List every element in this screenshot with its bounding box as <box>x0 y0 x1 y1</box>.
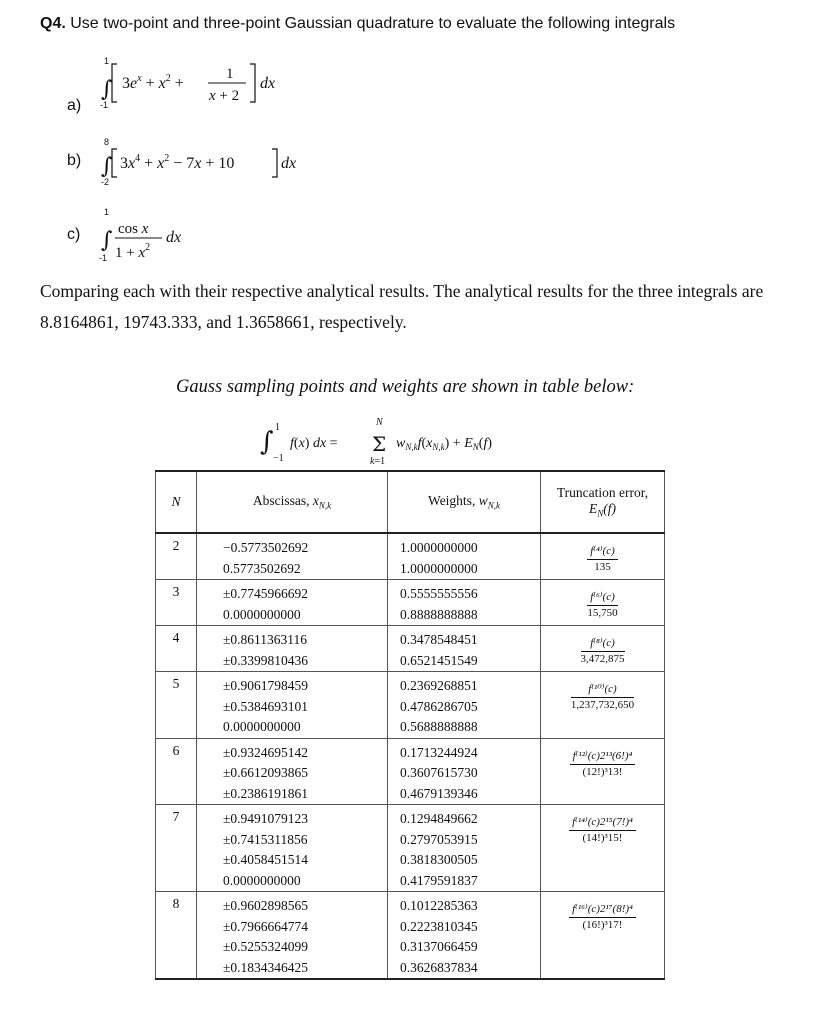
weight-value: 1.0000000000 <box>400 540 478 555</box>
error-numerator: f⁽¹²⁾(c)2¹³(6!)⁴ <box>570 749 636 765</box>
error-denominator: (14!)³15! <box>582 832 623 844</box>
abscissa-value: 0.5773502692 <box>223 560 301 576</box>
table-row <box>156 738 665 805</box>
svg-text:N: N <box>376 417 383 428</box>
question-label: Q4. <box>40 15 66 32</box>
gauss-table <box>155 470 665 980</box>
svg-text:∫: ∫ <box>101 228 113 253</box>
cell-n: 2 <box>156 533 197 580</box>
weight-value: 1.0000000000 <box>400 560 478 576</box>
cell-abscissas <box>197 626 388 672</box>
cell-abscissas <box>197 738 388 805</box>
header-weights: Weights, $w_{N,k}$ <box>388 471 541 533</box>
abscissa-value: ±0.3399810436 <box>223 652 309 668</box>
table-row <box>156 533 665 580</box>
error-denominator: 135 <box>594 561 611 573</box>
svg-text:dx: dx <box>281 155 297 172</box>
abscissa-value: ±0.7966664774 <box>223 918 309 934</box>
svg-text:∫: ∫ <box>101 154 113 179</box>
table-header-row <box>156 471 665 533</box>
error-fraction <box>570 749 636 780</box>
svg-text:x + 2: x + 2 <box>209 88 240 104</box>
weight-value: 0.2223810345 <box>400 918 478 934</box>
weight-value: 0.3607615730 <box>400 765 478 780</box>
abscissa-value: 0.0000000000 <box>223 606 301 622</box>
abscissa-value: ±0.1834346425 <box>223 959 309 975</box>
cell-error <box>541 672 665 739</box>
table-row <box>156 626 665 672</box>
weight-value: 0.8888888888 <box>400 606 478 622</box>
cell-error <box>541 533 665 580</box>
error-fraction <box>587 544 618 575</box>
abscissa-value: ±0.7415311856 <box>223 831 308 847</box>
abscissa-value: ±0.8611363116 <box>223 632 308 647</box>
cell-weights <box>388 533 541 580</box>
svg-text:1: 1 <box>226 66 234 82</box>
integral-b-label: b) <box>67 152 82 169</box>
error-numerator: f⁽¹⁶⁾(c)2¹⁷(8!)⁴ <box>569 902 636 918</box>
weight-value: 0.3818300505 <box>400 852 478 867</box>
svg-text:dx: dx <box>166 229 182 246</box>
cell-n: 5 <box>156 672 197 739</box>
cell-abscissas <box>197 892 388 980</box>
cell-weights <box>388 805 541 892</box>
gauss-formula-graphic <box>260 416 580 466</box>
integral-c-label: c) <box>67 226 81 243</box>
weight-value: 0.4679139346 <box>400 785 478 801</box>
integral-b-expression <box>98 137 328 189</box>
abscissa-value: ±0.5384693101 <box>223 698 309 714</box>
integral-c-lower: -1 <box>99 253 108 263</box>
comparison-paragraph: Comparing each with their respective analytical results. The analytical results for the three integrals are 8.8164861, 19743.333, and 1.3658661, respectively. <box>40 281 764 332</box>
svg-text:∫: ∫ <box>260 427 274 457</box>
error-numerator: f⁽¹⁰⁾(c) <box>571 682 634 698</box>
abscissa-value: ±0.7745966692 <box>223 586 309 601</box>
svg-text:dx: dx <box>260 75 276 92</box>
cell-weights <box>388 626 541 672</box>
svg-text:cos x: cos x <box>118 221 149 237</box>
integral-b <box>98 137 328 189</box>
integral-a <box>98 54 298 114</box>
table-row <box>156 580 665 626</box>
error-denominator: 15,750 <box>587 607 618 619</box>
weight-value: 0.1713244924 <box>400 744 478 760</box>
cell-weights <box>388 580 541 626</box>
abscissa-value: 0.0000000000 <box>223 719 301 734</box>
cell-error <box>541 805 665 892</box>
table-body <box>156 533 665 979</box>
integral-c <box>98 207 298 267</box>
weight-value: 0.5688888888 <box>400 719 478 734</box>
weight-value: 0.1012285363 <box>400 898 478 913</box>
cell-error <box>541 626 665 672</box>
weight-value: 0.4786286705 <box>400 698 478 714</box>
weight-value: 0.2797053915 <box>400 831 478 847</box>
question-heading <box>40 15 675 33</box>
error-denominator: (12!)³13! <box>582 765 623 778</box>
error-fraction <box>587 590 618 621</box>
error-numerator: f⁽⁴⁾(c) <box>587 544 618 560</box>
svg-text:wN,kf(xN,k) + EN(f): $w_{N,k}f(x_{N,k}) + E_N(f)$ <box>396 436 492 452</box>
integral-b-lower: -2 <box>101 177 110 187</box>
cell-weights <box>388 672 541 739</box>
weight-value: 0.2369268851 <box>400 678 478 693</box>
header-n: N <box>156 471 197 533</box>
abscissa-value: ±0.2386191861 <box>223 785 309 801</box>
error-numerator: f⁽¹⁴⁾(c)2¹⁵(7!)⁴ <box>569 815 636 831</box>
table-caption: Gauss sampling points and weights are shown in table below: <box>176 377 635 397</box>
weight-value: 0.3626837834 <box>400 959 478 975</box>
cell-abscissas <box>197 580 388 626</box>
error-numerator: f⁽⁶⁾(c) <box>587 590 618 606</box>
cell-error <box>541 580 665 626</box>
weight-value: 0.1294849662 <box>400 811 478 826</box>
error-fraction <box>569 815 636 846</box>
cell-n: 8 <box>156 892 197 980</box>
cell-error <box>541 738 665 805</box>
header-error: Truncation error, $E_N(f)$ <box>541 471 665 533</box>
integral-a-upper: 1 <box>104 56 110 66</box>
svg-text:3ex + x2 +: $3e^x + x^2$ + <box>122 73 184 92</box>
cell-abscissas <box>197 533 388 580</box>
integral-a-label: a) <box>67 97 82 114</box>
cell-weights <box>388 892 541 980</box>
cell-n: 6 <box>156 738 197 805</box>
abscissa-value: ±0.4058451514 <box>223 852 309 867</box>
question-text: Use two-point and three-point Gaussian quadrature to evaluate the following integrals <box>70 15 676 32</box>
abscissa-value: ±0.9324695142 <box>223 744 309 760</box>
cell-error <box>541 892 665 980</box>
error-fraction <box>581 636 625 667</box>
abscissa-value: ±0.9602898565 <box>223 898 309 913</box>
svg-text:f(x) dx =: f(x) dx = <box>290 436 338 451</box>
cell-n: 3 <box>156 580 197 626</box>
abscissa-value: ±0.5255324099 <box>223 939 309 954</box>
svg-text:∫: ∫ <box>101 77 113 102</box>
gauss-formula <box>260 416 580 471</box>
weight-value: 0.3478548451 <box>400 632 478 647</box>
abscissa-value: ±0.9491079123 <box>223 811 309 826</box>
integral-b-upper: 8 <box>104 137 110 147</box>
abscissa-value: −0.5773502692 <box>223 540 309 555</box>
svg-text:k=1: k=1 <box>370 456 386 466</box>
error-fraction <box>571 682 634 713</box>
weight-value: 0.6521451549 <box>400 652 478 668</box>
table-row <box>156 672 665 739</box>
error-denominator: (16!)³17! <box>582 919 623 931</box>
svg-text:Σ: Σ <box>372 432 387 456</box>
table-row <box>156 805 665 892</box>
integral-a-lower: -1 <box>100 100 109 110</box>
weight-value: 0.5555555556 <box>400 586 478 601</box>
weight-value: 0.4179591837 <box>400 872 478 888</box>
error-denominator: 3,472,875 <box>580 653 625 665</box>
error-denominator: 1,237,732,650 <box>570 699 635 711</box>
error-fraction <box>569 902 636 933</box>
abscissa-value: ±0.6612093865 <box>223 765 309 780</box>
svg-text:−1: −1 <box>273 453 284 464</box>
error-numerator: f⁽⁸⁾(c) <box>581 636 625 652</box>
cell-n: 7 <box>156 805 197 892</box>
abscissa-value: 0.0000000000 <box>223 872 301 888</box>
integral-a-expression <box>98 54 298 114</box>
weight-value: 0.3137066459 <box>400 939 478 954</box>
cell-abscissas <box>197 672 388 739</box>
cell-n: 4 <box>156 626 197 672</box>
table-row <box>156 892 665 980</box>
svg-text:3x4 + x2 − 7x + 10: $3x^4 + x^2 - 7x + 10$ <box>120 153 235 172</box>
cell-weights <box>388 738 541 805</box>
cell-abscissas <box>197 805 388 892</box>
integral-c-upper: 1 <box>104 207 110 217</box>
header-abscissas: Abscissas, $x_{N,k}$ <box>197 471 388 533</box>
svg-text:1 + x2: $1 + x^2$ <box>115 242 151 261</box>
svg-text:1: 1 <box>275 422 280 433</box>
abscissa-value: ±0.9061798459 <box>223 678 309 693</box>
integral-c-expression <box>98 207 298 267</box>
